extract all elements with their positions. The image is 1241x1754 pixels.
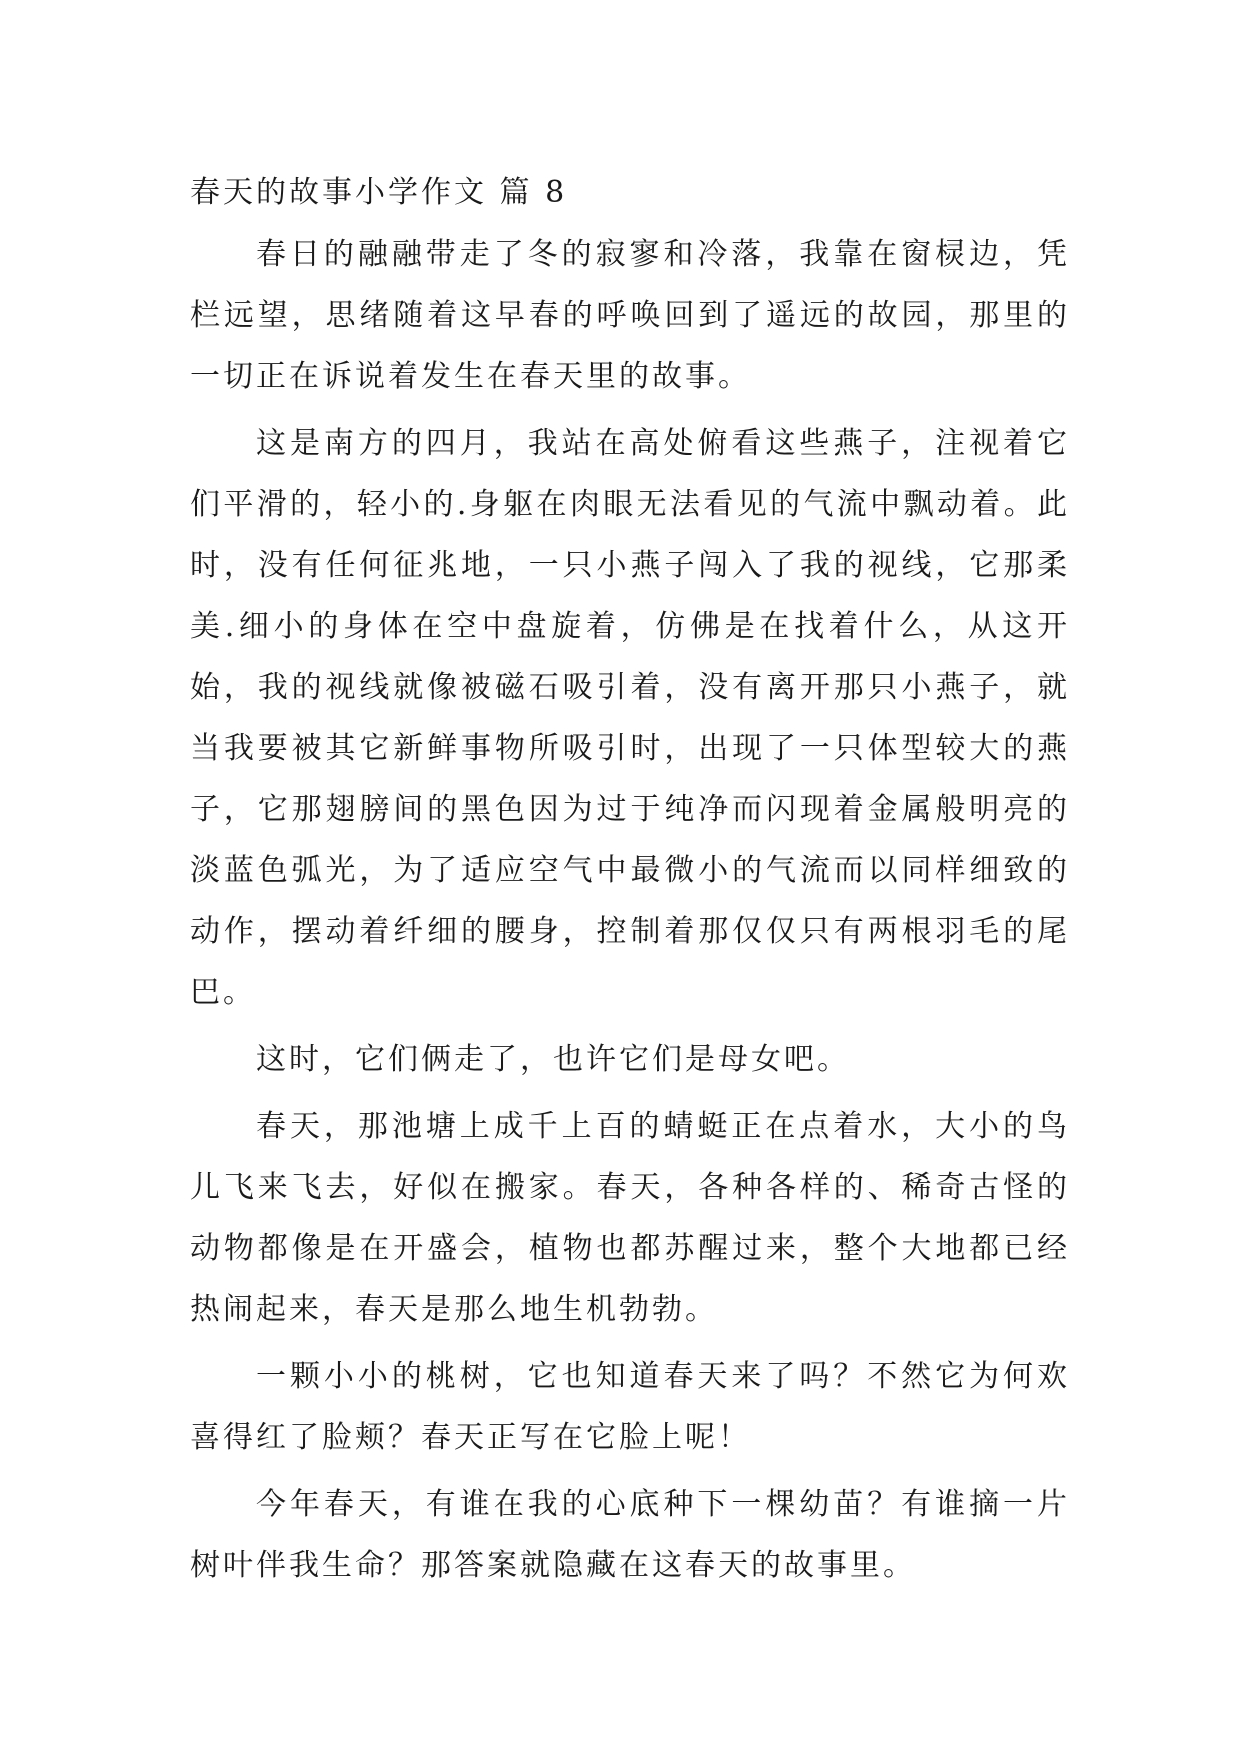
paragraph-4: 春天，那池塘上成千上百的蜻蜓正在点着水，大小的鸟儿飞来飞去，好似在搬家。春天，各种各样的、稀奇古怪的动物都像是在开盛会，植物也都苏醒过来，整个大地都已经热闹起来，春天是那么地生机勃勃。 — [190, 1109, 1070, 1327]
document-title: 春天的故事小学作文 篇 8 — [190, 175, 568, 210]
paragraph-5: 一颗小小的桃树，它也知道春天来了吗？不然它为何欢喜得红了脸颊？春天正写在它脸上呢！ — [190, 1359, 1070, 1455]
paragraph-2: 这是南方的四月，我站在高处俯看这些燕子，注视着它们平滑的，轻小的.身躯在肉眼无法看见的气流中飘动着。此时，没有任何征兆地，一只小燕子闯入了我的视线，它那柔美.细小的身体在空中盘旋着，仿佛是在找着什么，从这开始，我的视线就像被磁石吸引着，没有离开那只小燕子，就当我要被其它新鲜事物所吸引时，出现了一只体型较大的燕子，它那翅膀间的黑色因为过于纯净而闪现着金属般明亮的淡蓝色弧光，为了适应空气中最微小的气流而以同样细致的动作，摆动着纤细的腰身，控制着那仅仅只有两根羽毛的尾巴。 — [190, 426, 1070, 1010]
paragraph-6: 今年春天，有谁在我的心底种下一棵幼苗？有谁摘一片树叶伴我生命？那答案就隐藏在这春天的故事里。 — [190, 1487, 1070, 1583]
paragraph-1: 春日的融融带走了冬的寂寥和冷落，我靠在窗棂边，凭栏远望，思绪随着这早春的呼唤回到了遥远的故园，那里的一切正在诉说着发生在春天里的故事。 — [190, 237, 1070, 394]
document-body — [190, 168, 1070, 1596]
paragraph-3: 这时，它们俩走了，也许它们是母女吧。 — [256, 1042, 850, 1077]
